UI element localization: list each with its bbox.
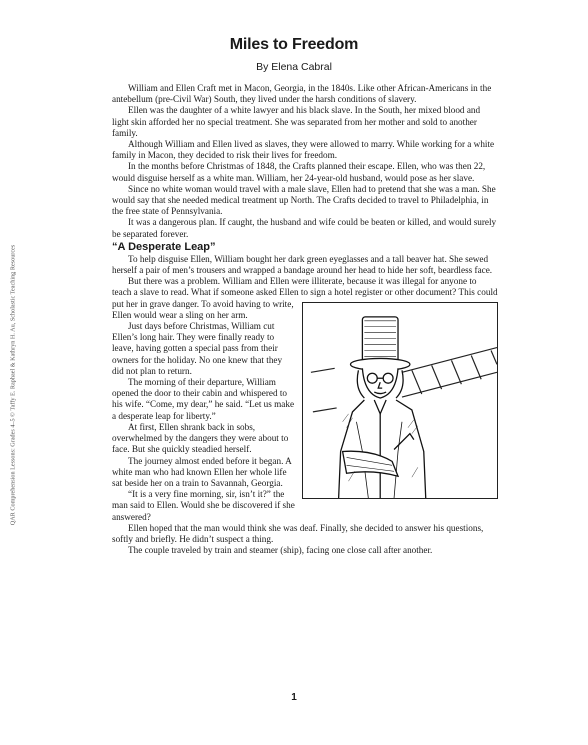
paragraph: William and Ellen Craft met in Macon, Georgia, in the 1840s. Like other African-Americans in the antebellum (pre-Civil War) South, they lived under the harsh conditions of slavery. xyxy=(112,83,492,105)
paragraph-split xyxy=(112,276,498,321)
page-title: Miles to Freedom xyxy=(229,36,359,53)
paragraph-split-tail: This could put her in grave danger. To avoid having to write, Ellen would wear a sling on her arm. xyxy=(112,287,498,320)
article-body xyxy=(112,83,498,556)
paragraph: Ellen was the daughter of a white lawyer and his black slave. In the South, her mixed blood and light skin afforded her no special treatment. She was separated from her mother and sold to another family. xyxy=(112,105,481,138)
sidebar-credit xyxy=(6,150,20,620)
paragraph: It was a dangerous plan. If caught, the husband and wife could be beaten or killed, and would surely be separated forever. xyxy=(112,217,497,239)
sidebar-credit-text: QAR Comprehension Lessons: Grades 4–5 © Taffy E. Raphael & Kathryn H. Au, Scholastic Teaching Resources xyxy=(9,244,17,526)
paragraph: Since no white woman would travel with a male slave, Ellen had to pretend that she was a man. She would say that she needed medical treatment up North. The Crafts decided to travel to Philadelphia, in the free state of Pennsylvania. xyxy=(112,183,496,217)
byline: By Elena Cabral xyxy=(256,61,332,73)
paragraph: To help disguise Ellen, William bought her dark green eyeglasses and a tall beaver hat. She sewed herself a pair of men’s trousers and wrapped a bandage around her head to hide her soft, beardless face. xyxy=(112,253,493,276)
paragraph: Ellen hoped that the man would think she was deaf. Finally, she decided to answer his questions, softly and briefly. He didn’t suspect a thing. xyxy=(112,522,484,544)
paragraph: The morning of their departure, William opened the door to their cabin and whispered to his wife. “Come, my dear,” he said. “Let us make a desperate leap for liberty.” xyxy=(112,377,295,421)
paragraph: The couple traveled by train and steamer (ship), facing one close call after another. xyxy=(128,545,433,556)
illustration-man-in-top-hat xyxy=(302,302,498,499)
illustration-svg xyxy=(303,303,497,498)
section-heading: “A Desperate Leap” xyxy=(112,240,216,253)
paragraph-split-text: But there was a problem. William and Ellen were illiterate, because it was illegal for anyone to teach a slave to read. What if someone asked Ellen to sign a hotel register or other document? xyxy=(112,276,477,298)
intro-section xyxy=(112,83,498,240)
paragraph: In the months before Christmas of 1848, the Crafts planned their escape. Ellen, who was then 22, would disguise herself as a white man. William, her 24-year-old husband, would pose as her slave. xyxy=(112,161,486,183)
paragraph: Although William and Ellen lived as slaves, they were allowed to marry. While working for a white family in Macon, they decided to risk their lives for freedom. xyxy=(112,139,495,161)
paragraph: At first, Ellen shrank back in sobs, overwhelmed by the dangers they were about to face. But she quickly steadied herself. xyxy=(112,421,289,455)
float-container xyxy=(112,276,498,321)
paragraph: Just days before Christmas, William cut Ellen’s long hair. They were finally ready to leave, having gotten a special pass from their owners for the holiday. No one knew that they did not plan to return. xyxy=(112,321,283,376)
paragraph: “It is a very fine morning, sir, isn’t it?” the man said to Ellen. Would she be discovered if she answered? xyxy=(112,489,295,522)
page-number: 1 xyxy=(291,692,297,703)
paragraph: The journey almost ended before it began. A white man who had known Ellen her whole life sat beside her on a train to Savannah, Georgia. xyxy=(112,455,292,488)
